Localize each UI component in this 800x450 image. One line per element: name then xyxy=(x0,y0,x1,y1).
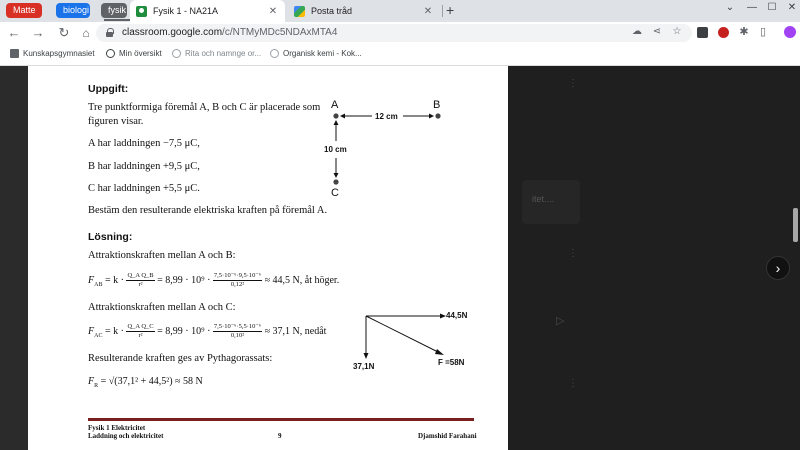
document-page xyxy=(28,66,508,450)
task-heading: Uppgift: xyxy=(88,83,129,95)
tab-separator xyxy=(442,5,443,17)
bookmark-label: Min översikt xyxy=(119,49,162,58)
fab-formula: $F_{AB} = k$ · $\frac{\text{Q\_A Q\_B}}{\text{r²}}$ = 8,99 · 10⁹ · $\frac{\text{7,5·10⁻⁶·9,5·10⁻⁶}}{\text{0,12²}}$ ≈ 44,5 N, åt höger. xyxy=(88,272,340,288)
arrow-head xyxy=(435,349,444,355)
tab-strip xyxy=(0,0,800,22)
classroom-icon xyxy=(136,6,147,17)
bookmark-icon xyxy=(172,49,181,58)
distance-ab-label: 12 cm xyxy=(375,112,398,121)
label-44-5n: 44,5N xyxy=(446,311,468,320)
bookmark-icon xyxy=(270,49,279,58)
lock-icon xyxy=(106,28,113,37)
bookmark-organisk-kemi[interactable] xyxy=(270,49,362,58)
url-text: classroom.google.com/c/NTMyMDc5NDAxMTA4 xyxy=(122,27,338,38)
browser-toolbar xyxy=(0,22,800,44)
extension-icon[interactable] xyxy=(697,27,708,38)
solution-heading: Lösning: xyxy=(88,231,133,243)
star-icon[interactable]: ☆ xyxy=(672,26,682,37)
side-panel-icon[interactable]: ▯ xyxy=(759,26,767,38)
arrow-head xyxy=(334,173,339,178)
chevron-down-icon[interactable]: ⌄ xyxy=(725,2,735,13)
label-a: A xyxy=(331,99,339,111)
bookmarks-bar xyxy=(0,44,800,66)
close-window-button[interactable]: ✕ xyxy=(787,2,797,13)
bookmark-rita[interactable] xyxy=(172,49,261,58)
new-tab-button[interactable]: + xyxy=(446,2,455,18)
label-37-1n: 37,1N xyxy=(353,362,375,371)
label-b: B xyxy=(433,99,441,111)
tab-fysik-1[interactable] xyxy=(130,0,285,22)
vector-resultant xyxy=(366,316,440,353)
send-icon[interactable]: ▷ xyxy=(556,315,565,327)
tab-group-biologi[interactable]: biologi xyxy=(56,3,90,18)
arrow-head xyxy=(334,120,339,125)
tab-group-fysik[interactable]: fysik xyxy=(101,3,127,18)
footer-chapter: Laddning och elektricitet xyxy=(88,432,164,440)
bookmark-label: Rita och namnge or... xyxy=(185,49,262,58)
arrow-head xyxy=(364,353,369,359)
question-text: Bestäm den resulterande elektriska kraften på föremål A. xyxy=(88,205,328,216)
folder-icon xyxy=(10,49,19,58)
page-number: 9 xyxy=(278,432,282,440)
close-icon[interactable]: ✕ xyxy=(268,5,278,17)
charge-c-text: C har laddningen +5,5 μC. xyxy=(88,183,200,194)
tab-title: Fysik 1 - NA21A xyxy=(153,6,219,16)
bookmark-label: Organisk kemi - Kok... xyxy=(283,49,362,58)
minimize-button[interactable]: — xyxy=(747,2,757,13)
tab-title: Posta tråd xyxy=(311,6,353,16)
scrollbar[interactable] xyxy=(793,208,798,242)
label-c: C xyxy=(331,187,339,199)
bookmark-label: Kunskapsgymnasiet xyxy=(23,49,95,58)
fac-formula: $F_{AC} = k$ · $\frac{\text{Q\_A Q\_C}}{\text{r²}}$ = 8,99 · 10⁹ · $\frac{\text{7,5·10⁻⁶·5,5·10⁻⁶}}{\text{0,10²}}$ ≈ 37,1 N, nedåt xyxy=(88,323,327,339)
intro-text: Tre punktformiga föremål A, B och C är placerade som xyxy=(88,102,321,113)
more-icon[interactable]: ⋮ xyxy=(568,78,578,89)
maximize-button[interactable]: ☐ xyxy=(767,2,777,13)
forward-button[interactable]: → xyxy=(31,25,45,40)
reload-button[interactable]: ↻ xyxy=(58,25,70,40)
footer-author: Djamshid Farahani xyxy=(418,432,477,440)
puzzle-icon[interactable]: ✱ xyxy=(739,26,749,38)
point-c xyxy=(333,179,338,184)
charge-b-text: B har laddningen +9,5 μC, xyxy=(88,161,200,172)
avatar[interactable] xyxy=(784,26,796,38)
tab-group-matte[interactable]: Matte xyxy=(6,3,42,18)
arrow-head xyxy=(429,114,434,119)
ab-text: Attraktionskraften mellan A och B: xyxy=(88,250,236,261)
bookmark-kunskapsgymnasiet[interactable] xyxy=(10,49,95,58)
back-button[interactable]: ← xyxy=(7,25,21,40)
bookmark-min-oversikt[interactable] xyxy=(106,49,162,58)
footer-course: Fysik 1 Elektricitet xyxy=(88,424,146,432)
next-page-button[interactable]: › xyxy=(766,256,790,280)
point-a xyxy=(333,113,338,118)
address-bar[interactable] xyxy=(96,24,692,42)
more-icon[interactable]: ⋮ xyxy=(568,378,578,389)
comment-card: itet.... xyxy=(522,180,580,224)
footer-rule xyxy=(88,418,474,421)
resultant-text: Resulterande kraften ges av Pythagorassats: xyxy=(88,353,273,364)
distance-ac-label: 10 cm xyxy=(324,145,347,154)
download-cloud-icon[interactable]: ☁ xyxy=(632,26,642,37)
ac-text: Attraktionskraften mellan A och C: xyxy=(88,302,236,313)
ublock-icon[interactable] xyxy=(718,27,729,38)
share-icon[interactable]: ⋖ xyxy=(652,26,662,37)
close-icon[interactable]: ✕ xyxy=(423,5,433,17)
more-icon[interactable]: ⋮ xyxy=(568,248,578,259)
drive-icon xyxy=(106,49,115,58)
home-icon[interactable]: ⌂ xyxy=(82,26,90,40)
point-b xyxy=(435,113,440,118)
arrow-head xyxy=(340,114,345,119)
tab-posta-trad[interactable] xyxy=(288,0,440,22)
label-resultant: F =58N xyxy=(438,358,465,367)
charge-a-text: A har laddningen −7,5 μC, xyxy=(88,138,200,149)
drive-icon xyxy=(294,6,305,17)
side-panel-overlay xyxy=(508,66,800,450)
intro-text: figuren visar. xyxy=(88,116,144,127)
fr-formula: $F_R = √(37,1^2 + 44,5^2) \approx 58$ N xyxy=(88,376,203,389)
